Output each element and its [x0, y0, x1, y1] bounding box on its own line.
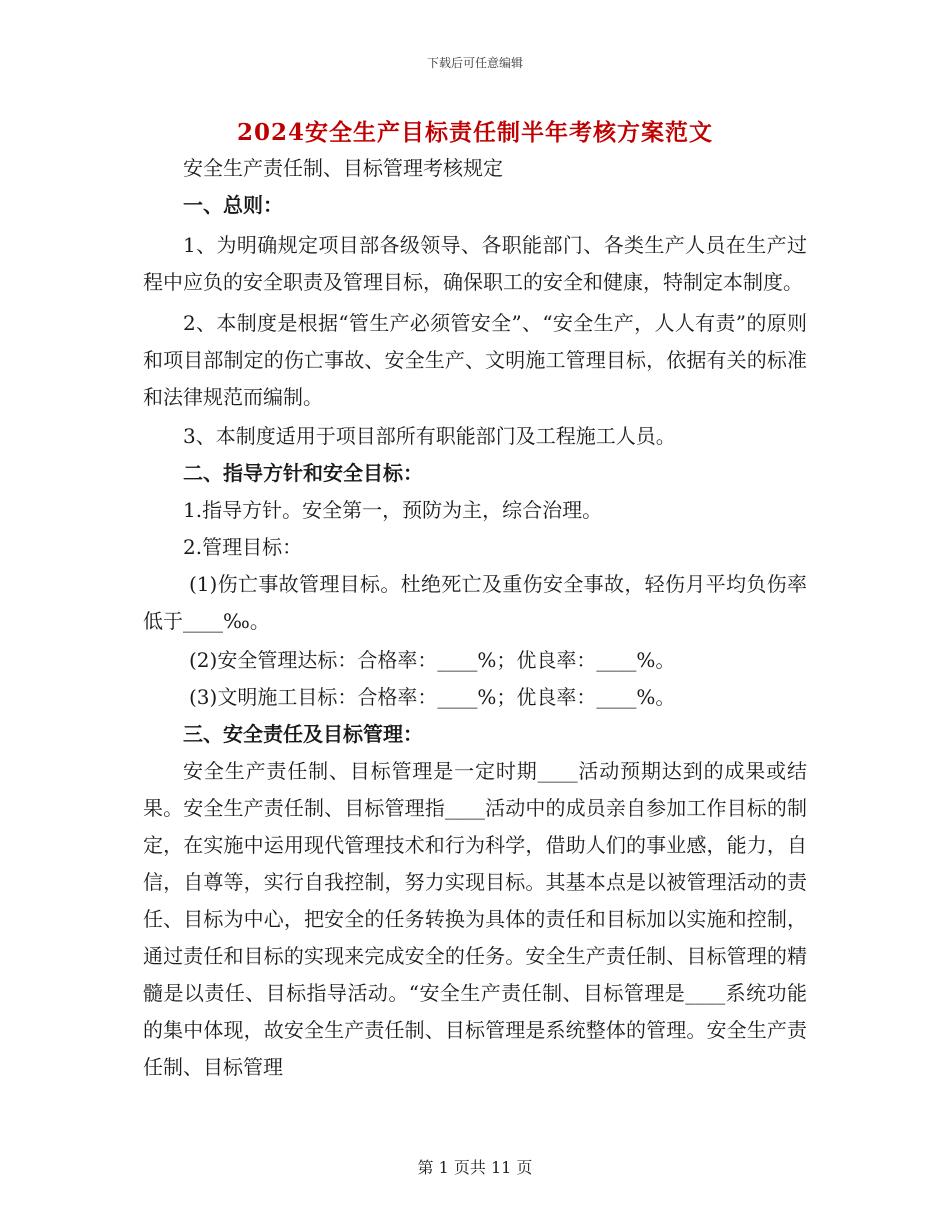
section-heading-guidelines: 二、指导方针和安全目标： — [183, 461, 423, 485]
body-paragraph: 3、本制度适用于项目部所有职能部门及工程施工人员。 — [183, 424, 676, 448]
body-paragraph: (3)文明施工目标：合格率：____%；优良率：____%。 — [189, 685, 676, 709]
body-paragraph: (1)伤亡事故管理目标。杜绝死亡及重伤安全事故，轻伤月平均负伤率低于____‰。 — [143, 572, 807, 633]
body-paragraph: 2.管理目标： — [183, 535, 303, 559]
body-paragraph: 1.指导方针。安全第一，预防为主，综合治理。 — [183, 498, 603, 522]
subtitle-paragraph: 安全生产责任制、目标管理考核规定 — [183, 156, 503, 180]
header-note: 下载后可任意编辑 — [426, 56, 523, 70]
body-paragraph: 1、为明确规定项目部各级领导、各职能部门、各类生产人员在生产过程中应负的安全职责及管理目标，确保职工的安全和健康，特制定本制度。 — [143, 233, 807, 294]
section-heading-responsibility: 三、安全责任及目标管理： — [183, 722, 423, 746]
document-title: 2024安全生产目标责任制半年考核方案范文 — [236, 119, 713, 146]
body-paragraph: 安全生产责任制、目标管理是一定时期____活动预期达到的成果或结果。安全生产责任制、目标管理指____活动中的成员亲自参加工作目标的制定，在实施中运用现代管理技术和行为科学，借助人们的事业感，能力，自信，自尊等，实行自我控制，努力实现目标。其基本点是以被管理活动的责任、目标为中心，把安全的任务转换为具体的责任和目标加以实施和控制，通过责任和目标的实现来完成安全的任务。安全生产责任制、目标管理的精髓是以责任、目标指导活动。“安全生产责任制、目标管理是____系统功能的集中体现，故安全生产责任制、目标管理是系统整体的管理。安全生产责任制、目标管理 — [143, 759, 807, 1079]
body-paragraph: (2)安全管理达标：合格率：____%；优良率：____%。 — [189, 648, 676, 672]
document-body — [143, 150, 807, 1086]
section-heading-general: 一、总则： — [183, 193, 283, 217]
body-paragraph: 2、本制度是根据“管生产必须管安全”、“安全生产，人人有责”的原则和项目部制定的伤亡事故、安全生产、文明施工管理目标，依据有关的标准和法律规范而编制。 — [143, 311, 807, 409]
page-number: 第 1 页共 11 页 — [417, 1158, 533, 1177]
